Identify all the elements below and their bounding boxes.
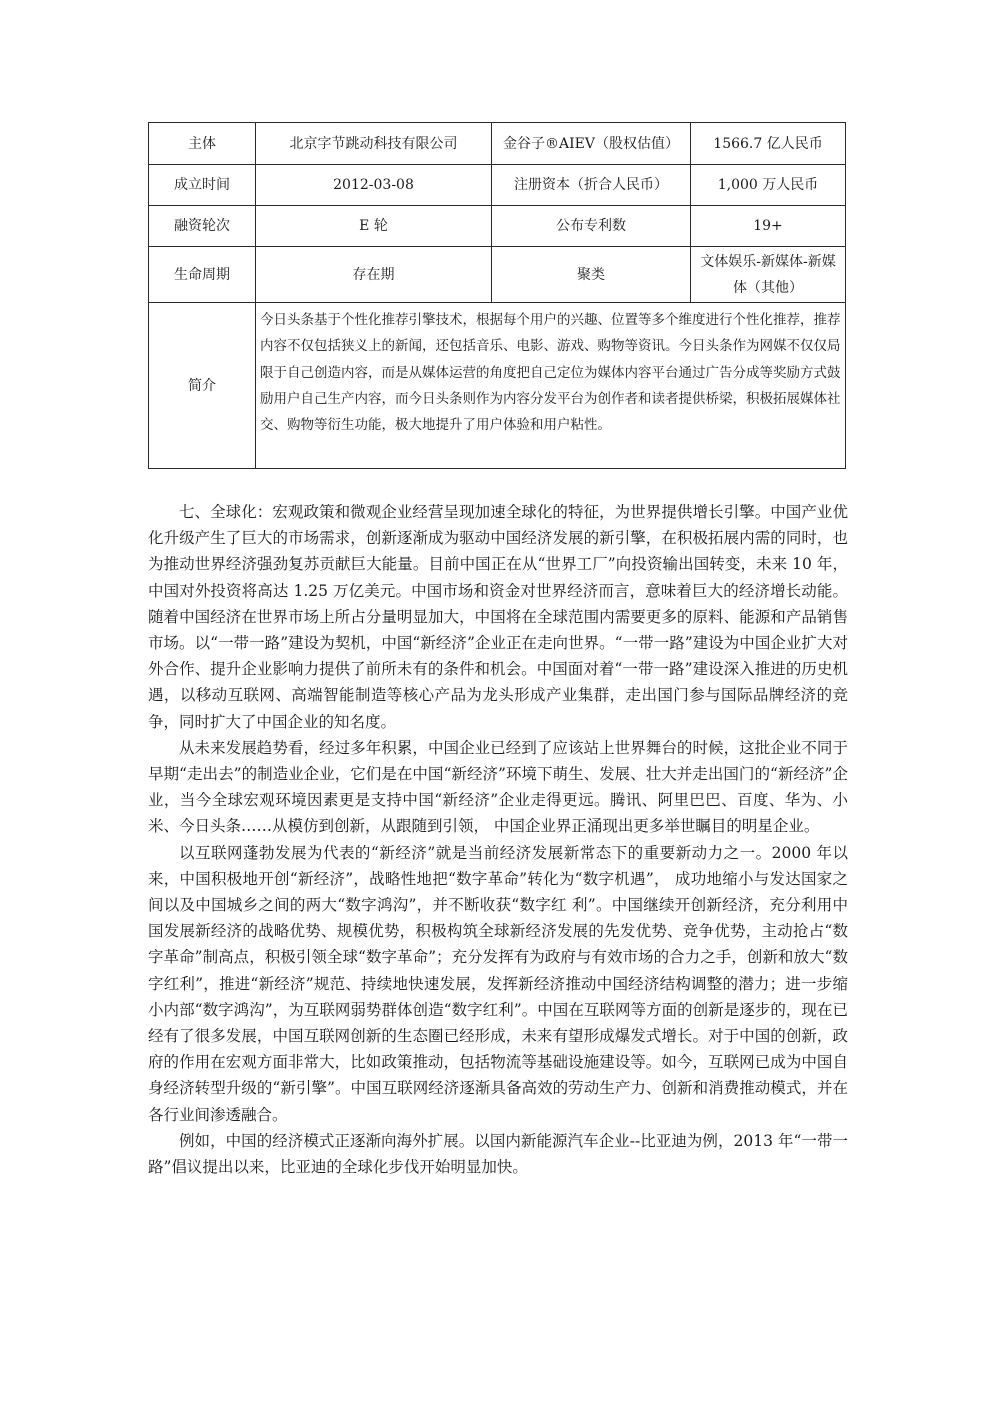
- label-cell: 生命周期: [149, 247, 256, 303]
- paragraph: 七、全球化：宏观政策和微观企业经营呈现加速全球化的特征，为世界提供增长引擎。中国产业优化升级产生了巨大的市场需求，创新逐渐成为驱动中国经济发展的新引擎，在积极拓展内需的同时，也为推动世界经济强劲复苏贡献巨大能量。目前中国正在从“世界工厂”向投资输出国转变，未来 10 年，中国对外投资将高达 1.25 万亿美元。中国市场和资金对世界经济而言，意味着巨大的经济增长动能。随着中国经济在世界市场上所占分量明显加大，中国将在全球范围内需要更多的原料、能源和产品销售市场。以“一带一路”建设为契机，中国“新经济”企业正在走向世界。“一带一路”建设为中国企业扩大对外合作、提升企业影响力提供了前所未有的条件和机会。中国面对着“一带一路”建设深入推进的历史机遇，以移动互联网、高端智能制造等核心产品为龙头形成产业集群，走出国门参与国际品牌经济的竞争，同时扩大了中国企业的知名度。: [148, 503, 848, 731]
- company-info-table: [148, 122, 846, 469]
- patent-count-cell: 19+: [691, 206, 846, 247]
- company-name-cell: 北京字节跳动科技有限公司: [256, 123, 492, 165]
- label-cell: 融资轮次: [149, 206, 256, 247]
- funding-round-cell: E 轮: [256, 206, 492, 247]
- intro-text-cell: 今日头条基于个性化推荐引擎技术，根据每个用户的兴趣、位置等多个维度进行个性化推荐，推荐内容不仅包括狭义上的新闻，还包括音乐、电影、游戏、购物等资讯。今日头条作为网媒不仅仅局限于自己创造内容，而是从媒体运营的角度把自己定位为媒体内容平台通过广告分成等奖励方式鼓励用户自己生产内容，而今日头条则作为内容分发平台为创作者和读者提供桥梁，积极拓展媒体社交、购物等衍生功能，极大地提升了用户体验和用户粘性。: [256, 303, 846, 469]
- paragraph: 从未来发展趋势看，经过多年积累，中国企业已经到了应该站上世界舞台的时候，这批企业不同于早期“走出去”的制造业企业，它们是在中国“新经济”环境下萌生、发展、壮大并走出国门的“新经济”企业，当今全球宏观环境因素更是支持中国“新经济”企业走得更远。腾讯、阿里巴巴、百度、华为、小米、今日头条……从模仿到创新，从跟随到引领， 中国企业界正涌现出更多举世瞩目的明星企业。: [148, 738, 848, 836]
- paragraph: 例如，中国的经济模式正逐渐向海外扩展。以国内新能源汽车企业--比亚迪为例，2013 年“一带一路”倡议提出以来，比亚迪的全球化步伐开始明显加快。: [148, 1131, 848, 1177]
- table-row: [149, 206, 846, 247]
- label-cell: 公布专利数: [492, 206, 691, 247]
- label-cell: 主体: [149, 123, 256, 165]
- intro-label-cell: 简介: [149, 303, 256, 469]
- table-row: [149, 123, 846, 165]
- lifecycle-cell: 存在期: [256, 247, 492, 303]
- valuation-cell: 1566.7 亿人民币: [691, 123, 846, 165]
- table-row: [149, 247, 846, 303]
- label-cell: 聚类: [492, 247, 691, 303]
- registered-capital-cell: 1,000 万人民币: [691, 165, 846, 206]
- cluster-cell: 文体娱乐-新媒体-新媒体（其他）: [691, 247, 846, 303]
- table-row: [149, 303, 846, 469]
- label-cell: 成立时间: [149, 165, 256, 206]
- founded-date-cell: 2012-03-08: [256, 165, 492, 206]
- paragraph: 以互联网蓬勃发展为代表的“新经济”就是当前经济发展新常态下的重要新动力之一。2000 年以来，中国积极地开创“新经济”，战略性地把“数字革命”转化为“数字机遇”， 成功地缩小与发达国家之间以及中国城乡之间的两大“数字鸿沟”，并不断收获“数字红 利”。中国继续开创新经济，充分利用中国发展新经济的战略优势、规模优势，积极构筑全球新经济发展的先发优势、竞争优势，主动抢占“数字革命”制高点，积极引领全球“数字革命”；充分发挥有为政府与有效市场的合力之手，创新和放大“数字红利”，推进“新经济”规范、持续地快速发展，发挥新经济推动中国经济结构调整的潜力；进一步缩小内部“数字鸿沟”，为互联网弱势群体创造“数字红利”。中国在互联网等方面的创新是逐步的，现在已经有了很多发展，中国互联网创新的生态圈已经形成，未来有望形成爆发式增长。对于中国的创新，政府的作用在宏观方面非常大，比如政策推动，包括物流等基础设施建设等。如今，互联网已成为中国自身经济转型升级的“新引擎”。中国互联网经济逐渐具备高效的劳动生产力、创新和消费推动模式，并在各行业间渗透融合。: [148, 843, 848, 1124]
- table-row: [149, 165, 846, 206]
- label-cell: 注册资本（折合人民币）: [492, 165, 691, 206]
- article-body: [148, 499, 848, 1180]
- label-cell: 金谷子®AIEV（股权估值）: [492, 123, 691, 165]
